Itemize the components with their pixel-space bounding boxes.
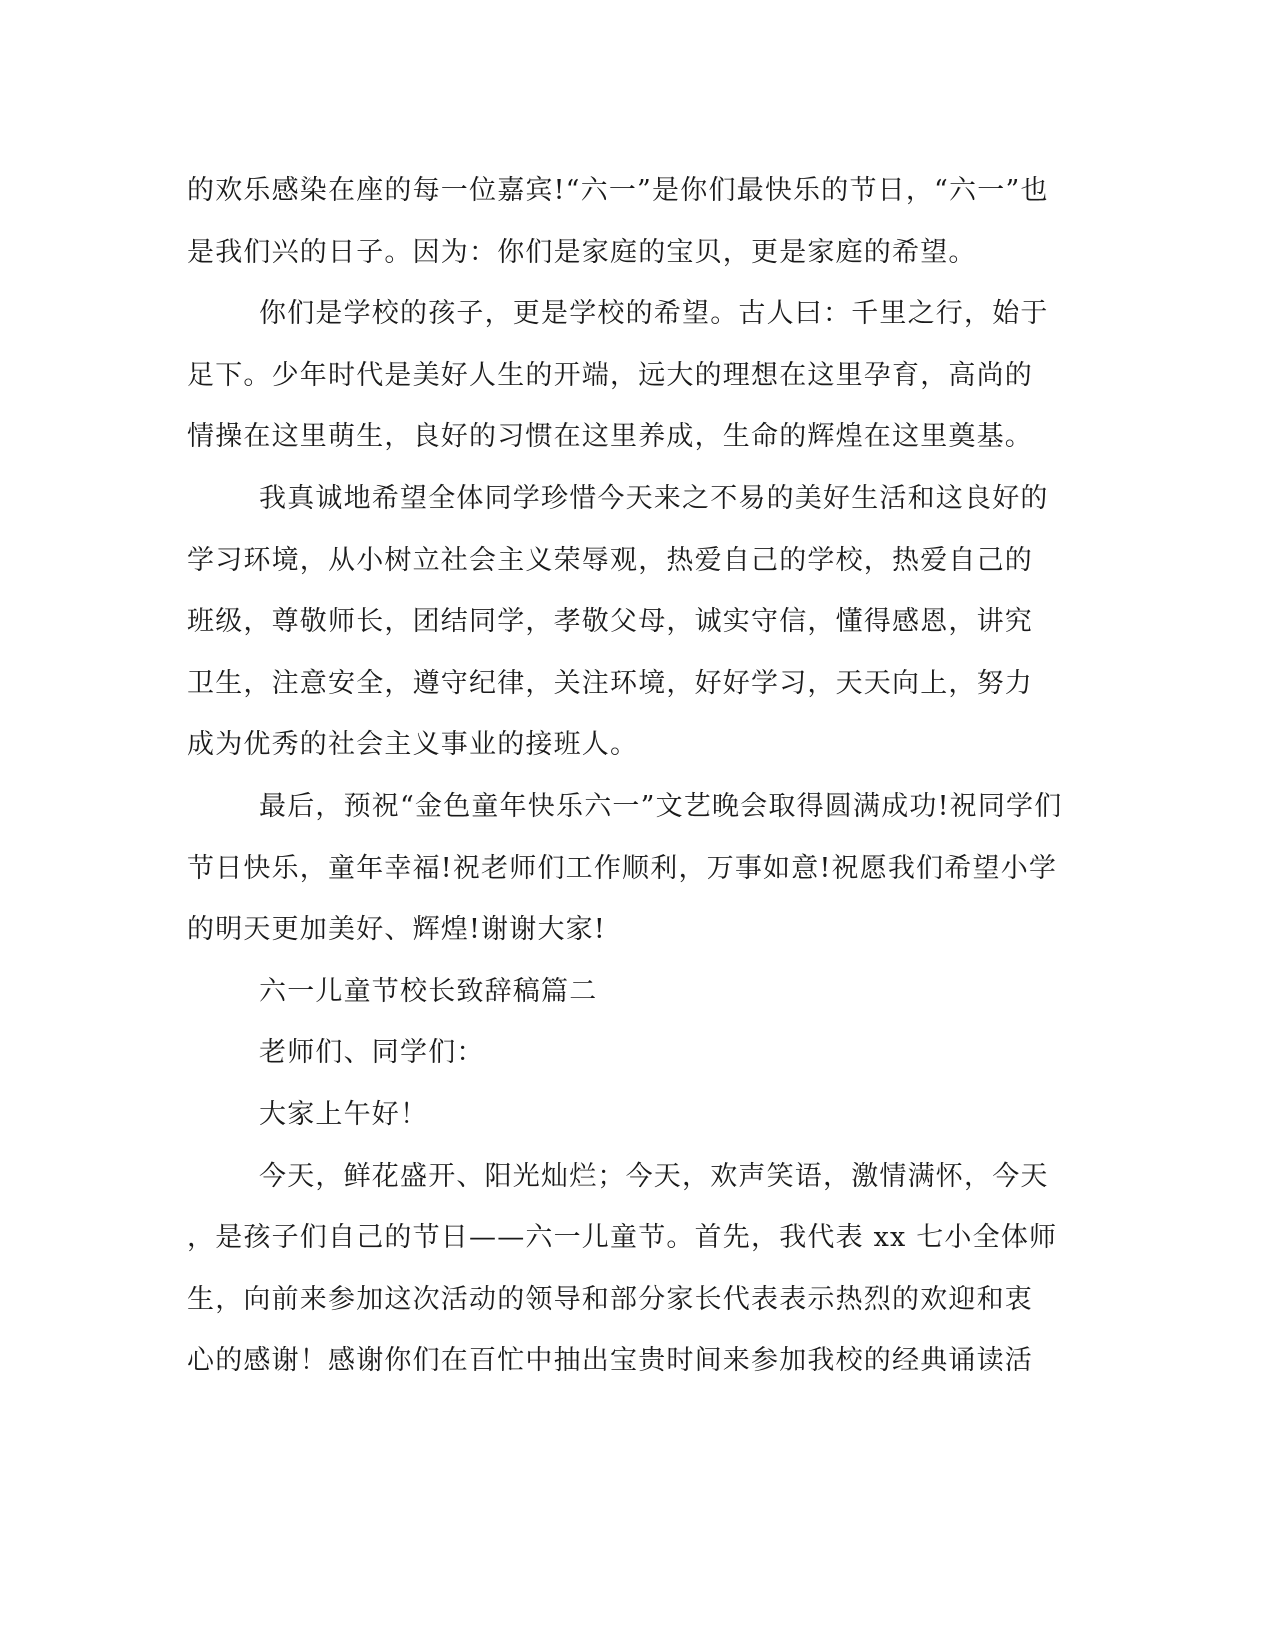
text-line: 生，向前来参加这次活动的领导和部分家长代表表示热烈的欢迎和衷 [187,1283,1033,1315]
text-line: 的欢乐感染在座的每一位嘉宾!“六一”是你们最快乐的节日，“六一”也 [187,175,1049,206]
text-line: 节日快乐，童年幸福!祝老师们工作顺利，万事如意!祝愿我们希望小学 [187,852,1058,884]
text-line: 的明天更加美好、辉煌!谢谢大家! [187,914,606,946]
text-line: 卫生，注意安全，遵守纪律，关注环境，好好学习，天天向上，努力 [187,667,1033,699]
text-line: 成为优秀的社会主义事业的接班人。 [187,729,639,761]
text-line: 最后，预祝“金色童年快乐六一”文艺晚会取得圆满成功!祝同学们 [259,790,1063,822]
section-title: 六一儿童节校长致辞稿篇二 [259,975,598,1007]
salutation: 老师们、同学们： [259,1037,485,1069]
text-line: 今天，鲜花盛开、阳光灿烂；今天，欢声笑语，激情满怀，今天 [259,1160,1049,1192]
text-line: 你们是学校的孩子，更是学校的希望。古人曰：千里之行，始于 [259,298,1049,330]
document-body [187,160,1087,1392]
text-line: 足下。少年时代是美好人生的开端，远大的理想在这里孕育，高尚的 [187,359,1033,391]
text-line: 班级，尊敬师长，团结同学，孝敬父母，诚实守信，懂得感恩，讲究 [187,606,1033,638]
text-line: 心的感谢！感谢你们在百忙中抽出宝贵时间来参加我校的经典诵读活 [187,1345,1033,1377]
text-line: 是我们兴的日子。因为：你们是家庭的宝贝，更是家庭的希望。 [187,236,977,268]
text-line: 情操在这里萌生，良好的习惯在这里养成，生命的辉煌在这里奠基。 [187,421,1033,453]
text-line: 学习环境，从小树立社会主义荣辱观，热爱自己的学校，热爱自己的 [187,544,1033,576]
text-line: 我真诚地希望全体同学珍惜今天来之不易的美好生活和这良好的 [259,482,1049,514]
text-line: ，是孩子们自己的节日——六一儿童节。首先，我代表 xx 七小全体师 [187,1222,1058,1254]
greeting: 大家上午好！ [259,1098,429,1130]
